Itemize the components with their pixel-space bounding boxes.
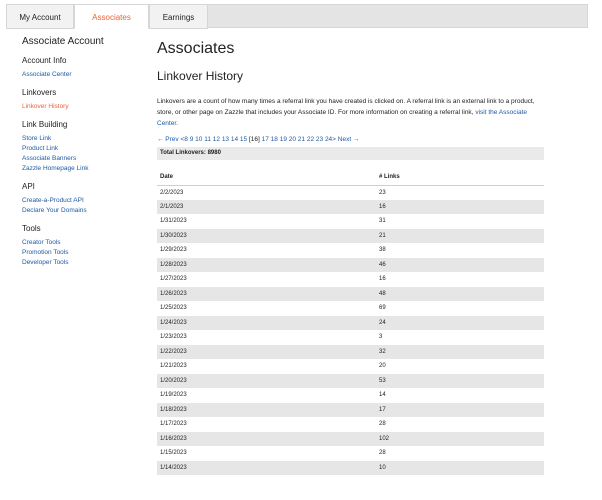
links-count-cell: 16: [379, 276, 386, 283]
table-row: [157, 229, 544, 244]
sidebar-link-promotion-tools[interactable]: Promotion Tools: [22, 249, 69, 256]
linkover-description: [157, 96, 542, 129]
table-row: [157, 258, 544, 273]
date-cell: 1/23/2023: [160, 334, 187, 341]
sidebar-heading: Tools: [22, 224, 41, 233]
sidebar-heading: Link Building: [22, 120, 68, 129]
sidebar-section-link-building: [22, 118, 147, 174]
page-link[interactable]: 20: [288, 136, 296, 143]
sidebar-link-associate-banners[interactable]: Associate Banners: [22, 155, 77, 162]
sidebar-link-product-link[interactable]: Product Link: [22, 145, 59, 152]
table-row: [157, 316, 544, 331]
tab-my-account[interactable]: My Account: [6, 4, 74, 29]
date-cell: 1/18/2023: [157, 403, 376, 418]
column-header-date: Date: [157, 170, 376, 185]
page-link[interactable]: 13: [221, 136, 230, 143]
linkover-table: [157, 170, 544, 475]
links-count-cell: 21: [376, 229, 544, 244]
links-count-cell: 46: [376, 258, 544, 273]
links-count-cell: 28: [379, 421, 386, 428]
description-text: Linkovers are a count of how many times a referral link you have created is clicked on. A referral link is an external link to a product, store, or other page on Zazzle that includes your Associate ID. For more information on creating a referral link,: [157, 98, 535, 116]
page-link[interactable]: 14: [230, 136, 239, 143]
date-cell: 1/31/2023: [160, 218, 187, 225]
date-cell: 1/25/2023: [160, 305, 187, 312]
links-count-cell: 69: [379, 305, 386, 312]
current-page: [16]: [248, 136, 260, 143]
page-link[interactable]: 10: [195, 136, 203, 143]
sidebar-link-creator-tools[interactable]: Creator Tools: [22, 239, 61, 246]
page-title: Associates: [157, 40, 235, 57]
table-row: [157, 374, 544, 389]
sidebar-link-zazzle-homepage-link[interactable]: Zazzle Homepage Link: [22, 165, 89, 172]
date-cell: 1/14/2023: [157, 461, 376, 476]
table-row: [157, 446, 544, 461]
date-cell: 1/24/2023: [157, 316, 376, 331]
date-cell: 1/16/2023: [157, 432, 376, 447]
links-count-cell: 17: [376, 403, 544, 418]
sidebar-title: Associate Account: [22, 36, 104, 47]
links-count-cell: 24: [376, 316, 544, 331]
table-row: [157, 301, 544, 316]
tab-associates[interactable]: Associates: [74, 4, 149, 29]
sidebar-heading: Linkovers: [22, 88, 57, 97]
date-cell: 1/28/2023: [157, 258, 376, 273]
table-row: [157, 461, 544, 476]
page-link[interactable]: 22: [306, 136, 315, 143]
sidebar-section-account-info: [22, 54, 147, 80]
page-link[interactable]: 11: [204, 136, 211, 143]
links-count-cell: 53: [376, 374, 544, 389]
table-row: [157, 243, 544, 258]
page-link[interactable]: 19: [279, 136, 287, 143]
page-link[interactable]: 15: [239, 136, 248, 143]
links-count-cell: 16: [376, 200, 544, 215]
sidebar-section-tools: [22, 222, 147, 268]
date-cell: 1/26/2023: [157, 287, 376, 302]
sidebar-heading: API: [22, 182, 35, 191]
sidebar-section-api: [22, 180, 147, 216]
associate-center-link[interactable]: visit the Associate Center.: [157, 109, 527, 127]
page-link[interactable]: 17: [261, 136, 269, 143]
table-row: [157, 200, 544, 215]
links-count-cell: 38: [379, 247, 386, 254]
table-row: [157, 345, 544, 360]
table-row: [157, 432, 544, 447]
date-cell: 1/29/2023: [160, 247, 187, 254]
table-row: [157, 185, 544, 200]
date-cell: 2/1/2023: [157, 200, 376, 215]
table-row: [157, 359, 544, 374]
date-cell: 1/22/2023: [157, 345, 376, 360]
sidebar-heading: Account Info: [22, 56, 67, 65]
links-count-cell: 23: [379, 189, 386, 196]
prev-page-link[interactable]: ← Prev: [157, 136, 179, 143]
table-row: [157, 287, 544, 302]
page-link[interactable]: 9: [189, 136, 194, 143]
table-row: [157, 214, 544, 229]
page-link[interactable]: 12: [212, 136, 220, 143]
table-row: [157, 417, 544, 432]
sidebar-link-associate-center[interactable]: Associate Center: [22, 71, 72, 78]
date-cell: 1/19/2023: [160, 392, 187, 399]
sidebar-link-linkover-history[interactable]: Linkover History: [22, 103, 69, 110]
date-cell: 1/27/2023: [160, 276, 187, 283]
page-link[interactable]: 18: [270, 136, 278, 143]
page-link[interactable]: <8: [180, 136, 188, 143]
table-header-row: [157, 170, 544, 185]
date-cell: 1/21/2023: [160, 363, 187, 370]
links-count-cell: 3: [379, 334, 383, 341]
links-count-cell: 102: [376, 432, 544, 447]
table-row: [157, 330, 544, 345]
date-cell: 1/17/2023: [160, 421, 187, 428]
page-link[interactable]: 23: [315, 136, 324, 143]
links-count-cell: 20: [379, 363, 386, 370]
date-cell: 1/30/2023: [157, 229, 376, 244]
column-header-links: # Links: [376, 170, 544, 185]
table-row: [157, 403, 544, 418]
links-count-cell: 48: [376, 287, 544, 302]
date-cell: 1/15/2023: [160, 450, 187, 457]
table-row: [157, 272, 544, 287]
links-count-cell: 14: [379, 392, 386, 399]
next-page-link[interactable]: Next →: [337, 136, 360, 143]
links-count-cell: 10: [376, 461, 544, 476]
date-cell: 2/2/2023: [160, 189, 184, 196]
sidebar-section-linkovers: [22, 86, 147, 112]
links-count-cell: 31: [379, 218, 386, 225]
page-link[interactable]: 24>: [324, 136, 336, 143]
total-linkovers: Total Linkovers: 8980: [157, 147, 544, 160]
sidebar-link-create-a-product-api[interactable]: Create-a-Product API: [22, 197, 84, 204]
links-count-cell: 28: [379, 450, 386, 457]
page-link[interactable]: 21: [297, 136, 306, 143]
sidebar: [22, 34, 147, 274]
sidebar-link-declare-your-domains[interactable]: Declare Your Domains: [22, 207, 87, 214]
tab-earnings[interactable]: Earnings: [149, 4, 208, 29]
table-row: [157, 388, 544, 403]
links-count-cell: 32: [376, 345, 544, 360]
date-cell: 1/20/2023: [157, 374, 376, 389]
top-tab-bar: [6, 4, 588, 28]
section-subtitle: Linkover History: [157, 69, 244, 83]
main-content: [157, 38, 544, 475]
pagination: [157, 135, 544, 145]
sidebar-link-store-link[interactable]: Store Link: [22, 135, 52, 142]
sidebar-link-developer-tools[interactable]: Developer Tools: [22, 259, 69, 266]
